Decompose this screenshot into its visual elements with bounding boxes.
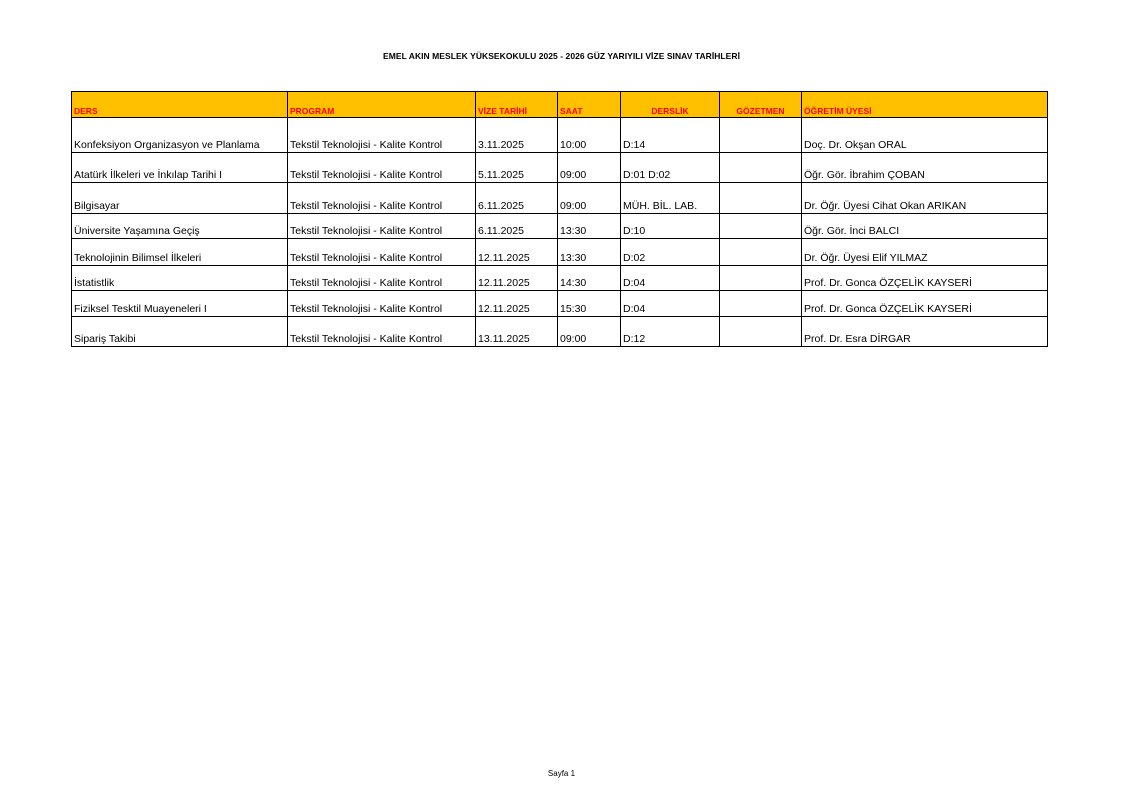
cell-gozetmen: [720, 118, 802, 153]
page-title: EMEL AKIN MESLEK YÜKSEKOKULU 2025 - 2026 GÜZ YARIYILI VİZE SINAV TARİHLERİ: [383, 51, 740, 61]
cell-ogretim-uyesi: Dr. Öğr. Üyesi Elif YILMAZ: [802, 239, 1048, 266]
cell-derslik: D:12: [621, 317, 720, 347]
cell-saat: 13:30: [558, 214, 621, 239]
cell-gozetmen: [720, 239, 802, 266]
cell-program: Tekstil Teknolojisi - Kalite Kontrol: [288, 239, 476, 266]
cell-saat: 15:30: [558, 291, 621, 317]
table-row: [72, 153, 1048, 183]
table-row: [72, 317, 1048, 347]
cell-derslik: D:04: [621, 266, 720, 291]
cell-ogretim-uyesi: Prof. Dr. Esra DİRGAR: [802, 317, 1048, 347]
cell-vize-tarihi: 6.11.2025: [476, 183, 558, 214]
cell-ders: Üniversite Yaşamına Geçiş: [72, 214, 288, 239]
header-saat: SAAT: [558, 92, 621, 118]
table-row: [72, 183, 1048, 214]
header-ogretim-uyesi: ÖĞRETİM ÜYESİ: [802, 92, 1048, 118]
cell-gozetmen: [720, 183, 802, 214]
cell-ders: Konfeksiyon Organizasyon ve Planlama: [72, 118, 288, 153]
cell-vize-tarihi: 6.11.2025: [476, 214, 558, 239]
cell-ders: Atatürk İlkeleri ve İnkılap Tarihi I: [72, 153, 288, 183]
cell-saat: 09:00: [558, 317, 621, 347]
table-row: [72, 291, 1048, 317]
cell-vize-tarihi: 12.11.2025: [476, 291, 558, 317]
cell-saat: 09:00: [558, 183, 621, 214]
cell-program: Tekstil Teknolojisi - Kalite Kontrol: [288, 317, 476, 347]
cell-ders: Sipariş Takibi: [72, 317, 288, 347]
cell-ogretim-uyesi: Prof. Dr. Gonca ÖZÇELİK KAYSERİ: [802, 291, 1048, 317]
cell-ogretim-uyesi: Prof. Dr. Gonca ÖZÇELİK KAYSERİ: [802, 266, 1048, 291]
cell-vize-tarihi: 3.11.2025: [476, 118, 558, 153]
cell-saat: 09:00: [558, 153, 621, 183]
cell-ders: Bilgisayar: [72, 183, 288, 214]
cell-ogretim-uyesi: Öğr. Gör. İnci BALCI: [802, 214, 1048, 239]
cell-program: Tekstil Teknolojisi - Kalite Kontrol: [288, 183, 476, 214]
cell-ders: İstatistlik: [72, 266, 288, 291]
cell-vize-tarihi: 12.11.2025: [476, 239, 558, 266]
header-gozetmen: GÖZETMEN: [720, 92, 802, 118]
cell-derslik: D:10: [621, 214, 720, 239]
cell-derslik: D:04: [621, 291, 720, 317]
cell-derslik: MÜH. BİL. LAB.: [621, 183, 720, 214]
header-derslik: DERSLİK: [621, 92, 720, 118]
cell-ogretim-uyesi: Öğr. Gör. İbrahim ÇOBAN: [802, 153, 1048, 183]
cell-saat: 14:30: [558, 266, 621, 291]
cell-program: Tekstil Teknolojisi - Kalite Kontrol: [288, 291, 476, 317]
cell-program: Tekstil Teknolojisi - Kalite Kontrol: [288, 153, 476, 183]
cell-ders: Teknolojinin Bilimsel İlkeleri: [72, 239, 288, 266]
cell-vize-tarihi: 13.11.2025: [476, 317, 558, 347]
cell-program: Tekstil Teknolojisi - Kalite Kontrol: [288, 214, 476, 239]
header-ders: DERS: [72, 92, 288, 118]
table-row: [72, 118, 1048, 153]
table-row: [72, 266, 1048, 291]
cell-vize-tarihi: 12.11.2025: [476, 266, 558, 291]
cell-ogretim-uyesi: Doç. Dr. Okşan ORAL: [802, 118, 1048, 153]
cell-saat: 10:00: [558, 118, 621, 153]
cell-saat: 13:30: [558, 239, 621, 266]
cell-ogretim-uyesi: Dr. Öğr. Üyesi Cihat Okan ARIKAN: [802, 183, 1048, 214]
cell-derslik: D:02: [621, 239, 720, 266]
table-header-row: [72, 92, 1048, 118]
table-row: [72, 214, 1048, 239]
cell-ders: Fiziksel Tesktil Muayeneleri I: [72, 291, 288, 317]
cell-gozetmen: [720, 153, 802, 183]
header-vize-tarihi: VİZE TARİHİ: [476, 92, 558, 118]
table-row: [72, 239, 1048, 266]
cell-program: Tekstil Teknolojisi - Kalite Kontrol: [288, 266, 476, 291]
cell-gozetmen: [720, 291, 802, 317]
header-program: PROGRAM: [288, 92, 476, 118]
cell-gozetmen: [720, 214, 802, 239]
cell-gozetmen: [720, 266, 802, 291]
cell-gozetmen: [720, 317, 802, 347]
cell-program: Tekstil Teknolojisi - Kalite Kontrol: [288, 118, 476, 153]
page-footer: Sayfa 1: [547, 769, 576, 778]
cell-derslik: D:01 D:02: [621, 153, 720, 183]
cell-vize-tarihi: 5.11.2025: [476, 153, 558, 183]
exam-schedule-table: [71, 91, 1048, 347]
cell-derslik: D:14: [621, 118, 720, 153]
